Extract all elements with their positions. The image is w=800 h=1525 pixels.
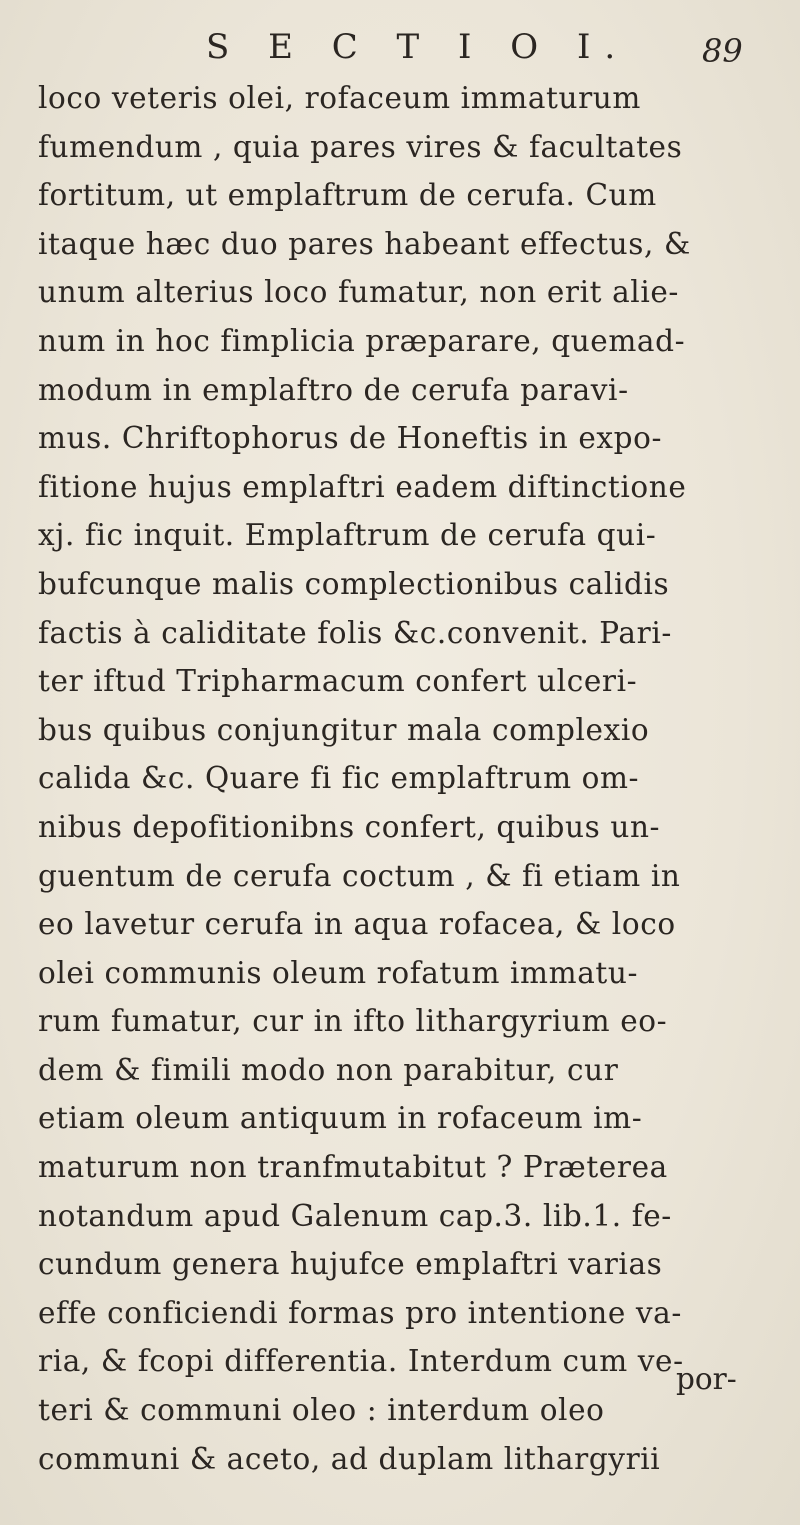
text-line: factis à caliditate folis &c.convenit. Pari- [38,615,672,650]
text-line: cundum genera hujufce emplaftri varias [38,1247,663,1282]
text-line: teri & communi oleo : interdum oleo [38,1393,605,1428]
text-line: ria, & fcopi differentia. Interdum cum ve- [38,1344,684,1379]
text-line: unum alterius loco fumatur, non erit alie- [38,275,679,310]
text-line: fitione hujus emplaftri eadem diftinctione [38,469,687,504]
text-line: dem & fimili modo non parabitur, cur [38,1052,619,1087]
text-line: mus. Chriftophorus de Honeftis in expo- [38,421,663,456]
text-line: fortitum, ut emplaftrum de cerufa. Cum [38,178,657,213]
text-line: rum fumatur, cur in ifto lithargyrium eo- [38,1004,668,1039]
body-text [38,74,766,1483]
text-line: olei communis oleum rofatum immatu- [38,955,639,990]
text-line: xj. fic inquit. Emplaftrum de cerufa qui- [38,518,657,553]
text-line: calida &c. Quare fi fic emplaftrum om- [38,761,640,796]
catchword: por- [676,1362,737,1396]
page-number: 89 [702,32,743,70]
text-line: communi & aceto, ad duplam lithargyrii [38,1441,661,1476]
text-line: ter iftud Tripharmacum confert ulceri- [38,664,638,699]
text-line: modum in emplaftro de cerufa paravi- [38,372,629,407]
text-line: eo lavetur cerufa in aqua rofacea, & loco [38,907,676,942]
text-line: guentum de cerufa coctum , & fi etiam in [38,858,681,893]
text-line: notandum apud Galenum cap.3. lib.1. fe- [38,1198,672,1233]
text-line: fumendum , quia pares vires & facultates [38,129,683,164]
text-line: itaque hæc duo pares habeant effectus, & [38,226,691,261]
text-line: loco veteris olei, rofaceum immaturum [38,81,641,115]
running-head: S E C T I O I. [206,27,630,67]
text-line: num in hoc fimplicia præparare, quemad- [38,323,686,358]
text-line: etiam oleum antiquum in rofaceum im- [38,1101,643,1136]
text-line: effe conficiendi formas pro intentione va- [38,1295,682,1330]
text-line: maturum non tranfmutabitut ? Præterea [38,1150,668,1185]
text-line: bus quibus conjungitur mala complexio [38,712,650,747]
text-line: bufcunque malis complectionibus calidis [38,566,670,601]
text-line: nibus depofitionibns confert, quibus un- [38,809,661,844]
